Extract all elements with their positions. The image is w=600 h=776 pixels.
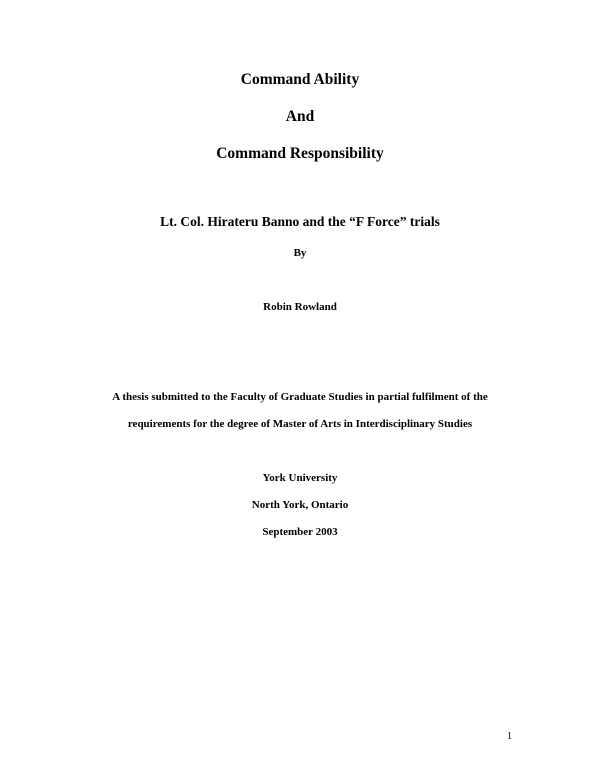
submission-date: September 2003 [262, 526, 338, 538]
title-line-3: Command Responsibility [216, 145, 384, 162]
institution-name: York University [262, 472, 338, 484]
thesis-statement-line-1: A thesis submitted to the Faculty of Graduate Studies in partial fulfilment of the [112, 391, 488, 403]
author-name: Robin Rowland [263, 301, 337, 313]
by-label: By [293, 247, 307, 259]
page-number: 1 [507, 731, 512, 742]
title-line-2: And [285, 108, 315, 125]
title-line-1: Command Ability [240, 71, 360, 88]
subtitle: Lt. Col. Hirateru Banno and the “F Force” trials [160, 214, 440, 229]
institution-location: North York, Ontario [251, 499, 349, 511]
thesis-statement-line-2: requirements for the degree of Master of Arts in Interdisciplinary Studies [127, 418, 473, 430]
